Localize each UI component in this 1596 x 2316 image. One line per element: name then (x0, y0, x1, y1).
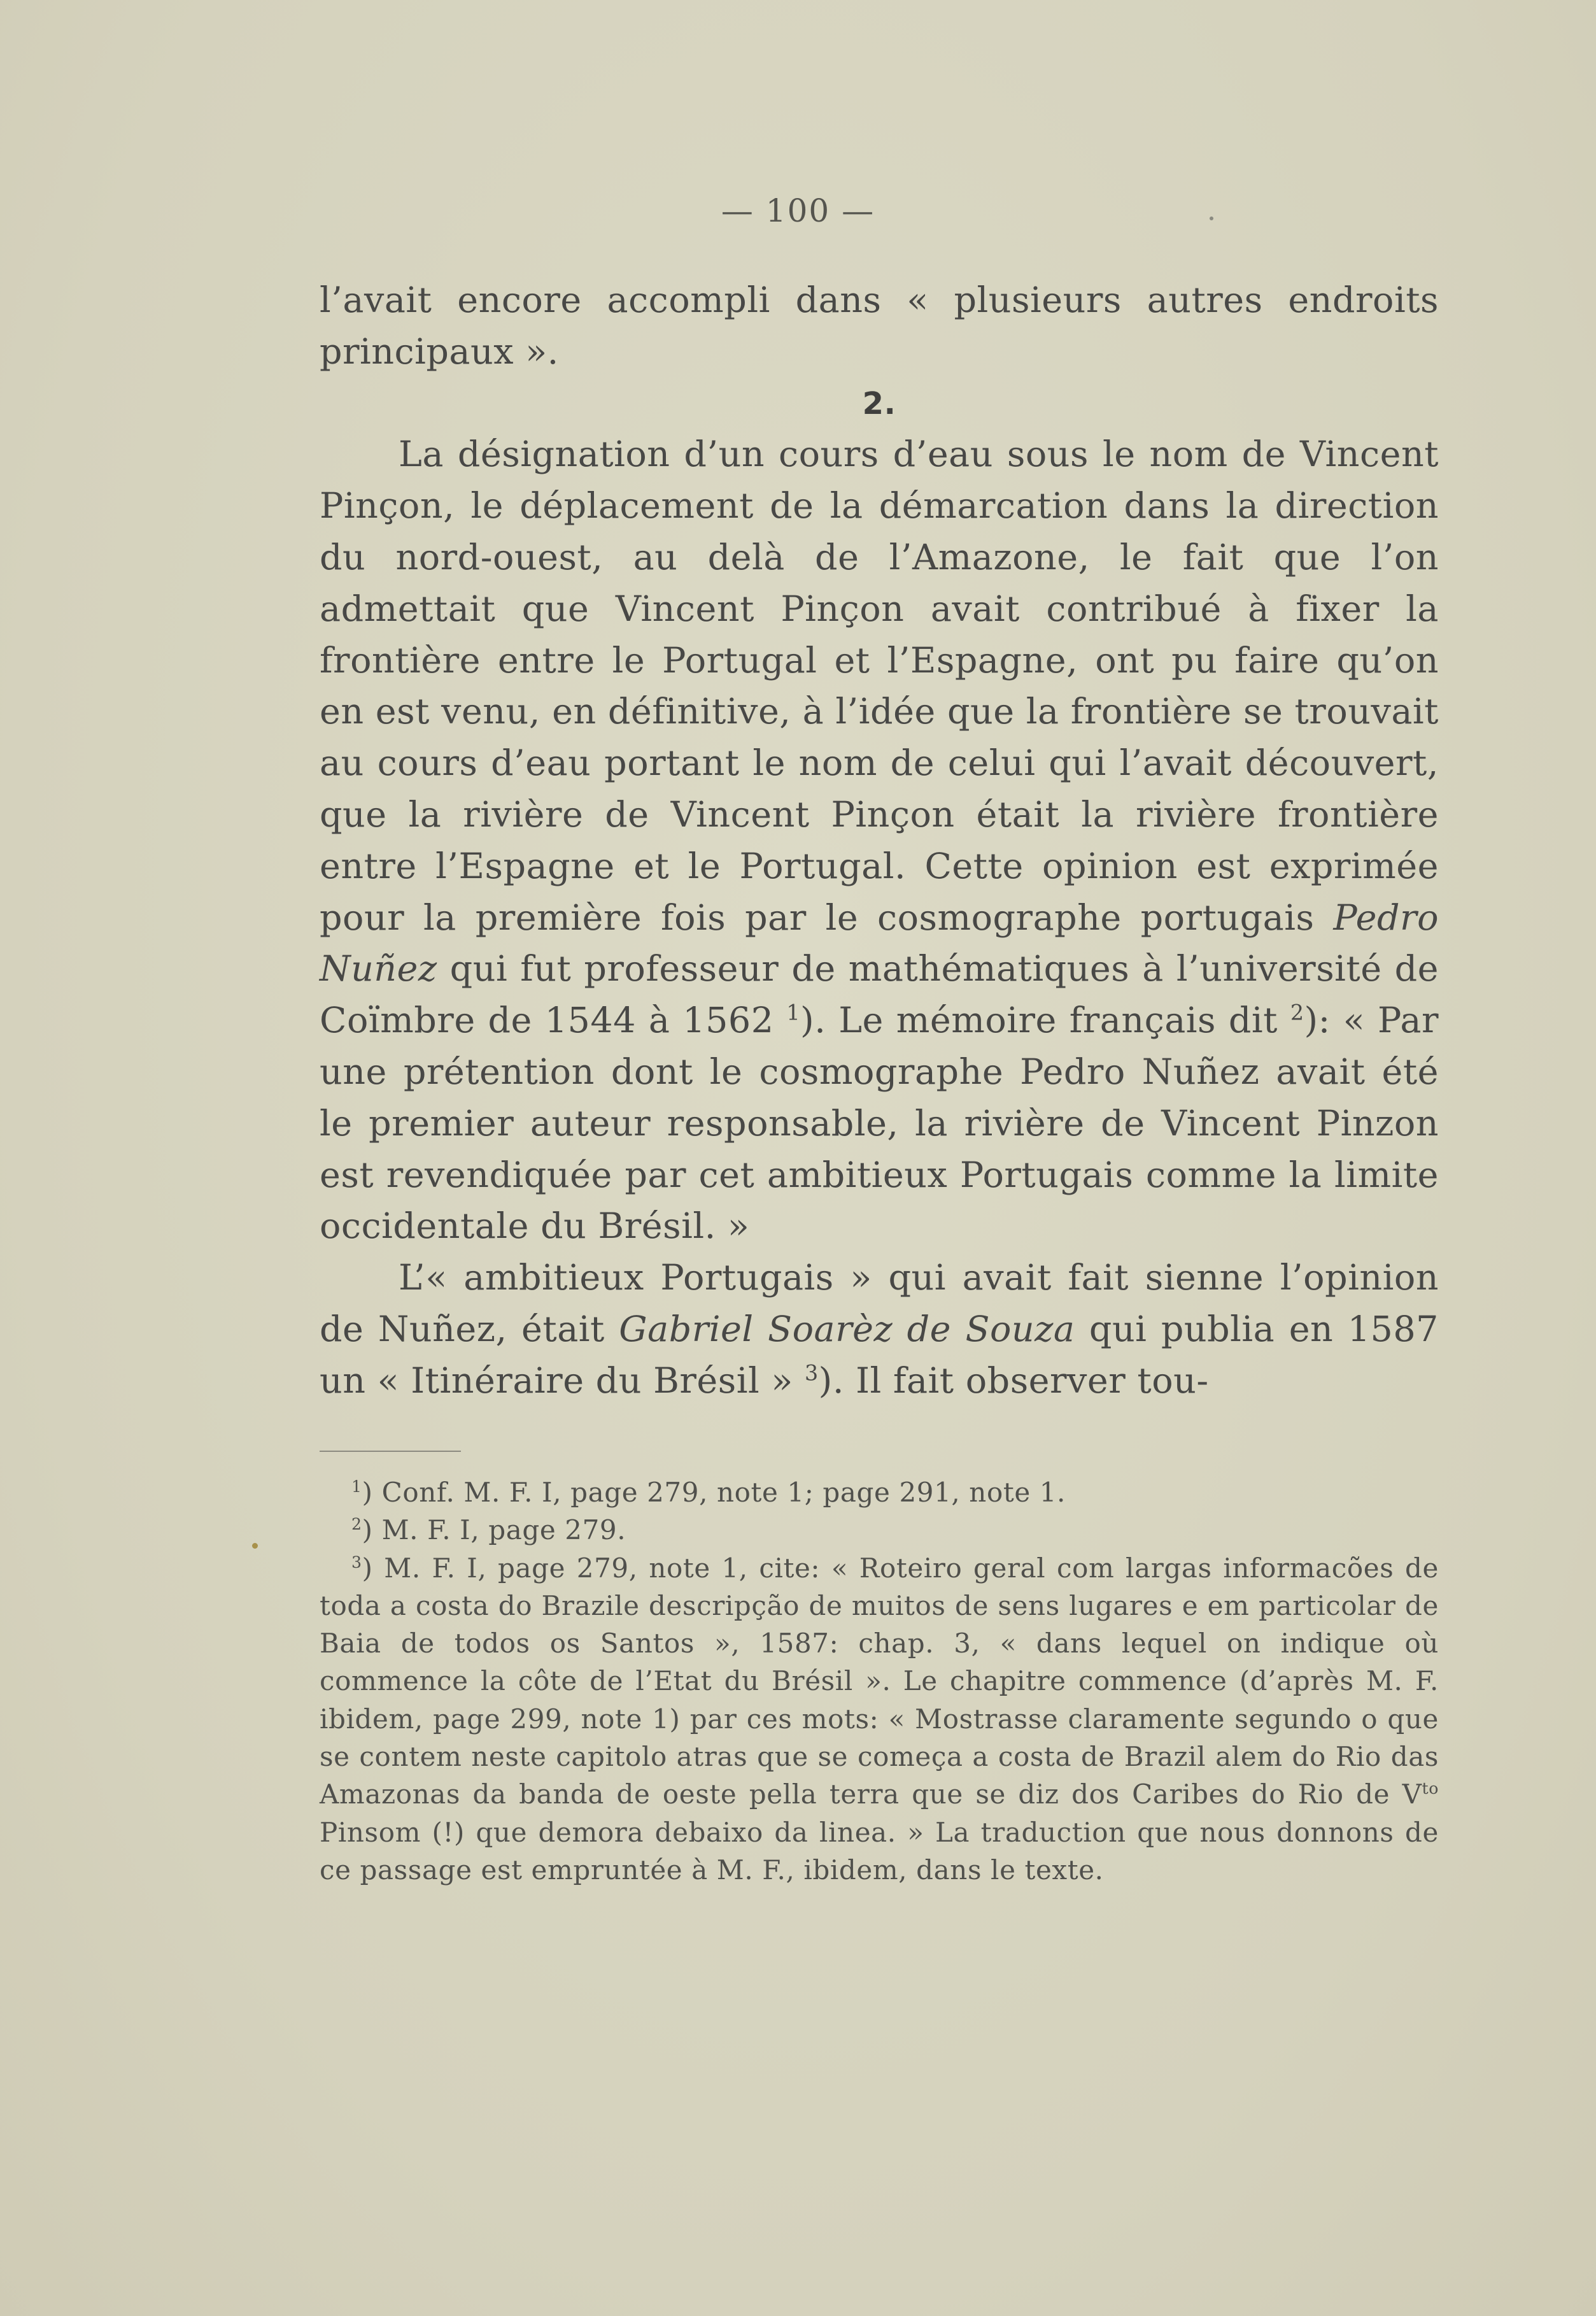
section-number: 2. (862, 385, 896, 422)
footnote-text: ) M. F. I, page 279. (362, 1514, 626, 1546)
ink-speck (252, 1543, 258, 1549)
person-name: Gabriel Soarèz de Souza (619, 1308, 1075, 1350)
footnote-ref: 2 (1290, 1000, 1304, 1025)
superscript-abbrev: to (1422, 1779, 1439, 1798)
footnote-2 (320, 1511, 1439, 1549)
footnote-3 (320, 1549, 1439, 1889)
person-name: Pedro Nuñez (320, 897, 1439, 990)
text-run: qui publia en 1587 un « Itinéraire du Brésil » (320, 1308, 1439, 1402)
footnote-text: Pinsom (!) que demora debaixo da linea. » La traduction que nous donnons de ce passage est empruntée à M. F., ibidem, dans le texte. (320, 1816, 1439, 1886)
footnote-divider (320, 1451, 461, 1452)
paragraph-ambitieux (320, 1253, 1439, 1407)
footnote-mark: 1 (351, 1477, 362, 1496)
paragraph-designation (320, 429, 1439, 1253)
footnote-ref: 1 (786, 1000, 801, 1025)
text-run: La désignation d’un cours d’eau sous le nom de Vincent Pinçon, le déplacement de la démarcation dans la direction du nord-ouest, au delà de l’Amazone, le fait que l’on admettait que Vincent Pinçon avait contribué à fixer la frontière entre le Portugal et l’Espagne, ont pu faire qu’on en est venu, en définitive, à l’idée que la frontière se trouvait au cours d’eau portant le nom de celui qui l’avait découvert, que la rivière de Vincent Pinçon était la rivière frontière entre l’Espagne et le Portugal. Cette opinion est exprimée pour la première fois par le cosmographe portugais (320, 434, 1439, 939)
ink-speck (1210, 217, 1213, 220)
text-run: qui fut professeur de mathématiques à l’université de Coïmbre de 1544 à 1562 (320, 948, 1439, 1042)
footnote-text: ) Conf. M. F. I, page 279, note 1; page 291, note 1. (362, 1477, 1066, 1508)
main-text (320, 275, 1439, 1407)
text-run: ). Le mémoire français dit (800, 1000, 1290, 1042)
page-number-header: — 100 — (721, 192, 875, 229)
footnote-1 (320, 1474, 1439, 1511)
footnote-mark: 3 (351, 1552, 362, 1572)
paragraph-continuation: l’avait encore accompli dans « plusieurs autres endroits principaux ». (320, 280, 1439, 373)
footnote-ref: 3 (804, 1360, 819, 1386)
text-run: ). Il fait observer tou- (818, 1360, 1209, 1402)
footnotes (320, 1474, 1439, 1889)
footnote-text: ) M. F. I, page 279, note 1, cite: « Roteiro geral com largas informacões de toda a costa do Brazile descripção de muitos de sens lugares e em particolar de Baia de todos os Santos », 1587: chap. 3, « dans lequel on indique où commence la côte de l’Etat du Brésil ». Le chapitre commence (d’après M. F. ibidem, page 299, note 1) par ces mots: « Mostrasse claramente segundo o que se contem neste capitolo atras que se começa a costa de Brazil alem do Rio das Amazonas da banda de oeste pella terra que se diz dos Caribes do Rio de V (320, 1552, 1439, 1810)
text-run: L’« ambitieux Portugais » qui avait fait sienne l’opinion de Nuñez, était (320, 1257, 1439, 1350)
footnote-mark: 2 (351, 1515, 362, 1534)
text-run: ): « Par une prétention dont le cosmographe Pedro Nuñez avait été le premier auteur responsable, la rivière de Vincent Pinzon est revendiquée par cet ambitieux Portugais comme la limite occidentale du Brésil. » (320, 1000, 1439, 1247)
